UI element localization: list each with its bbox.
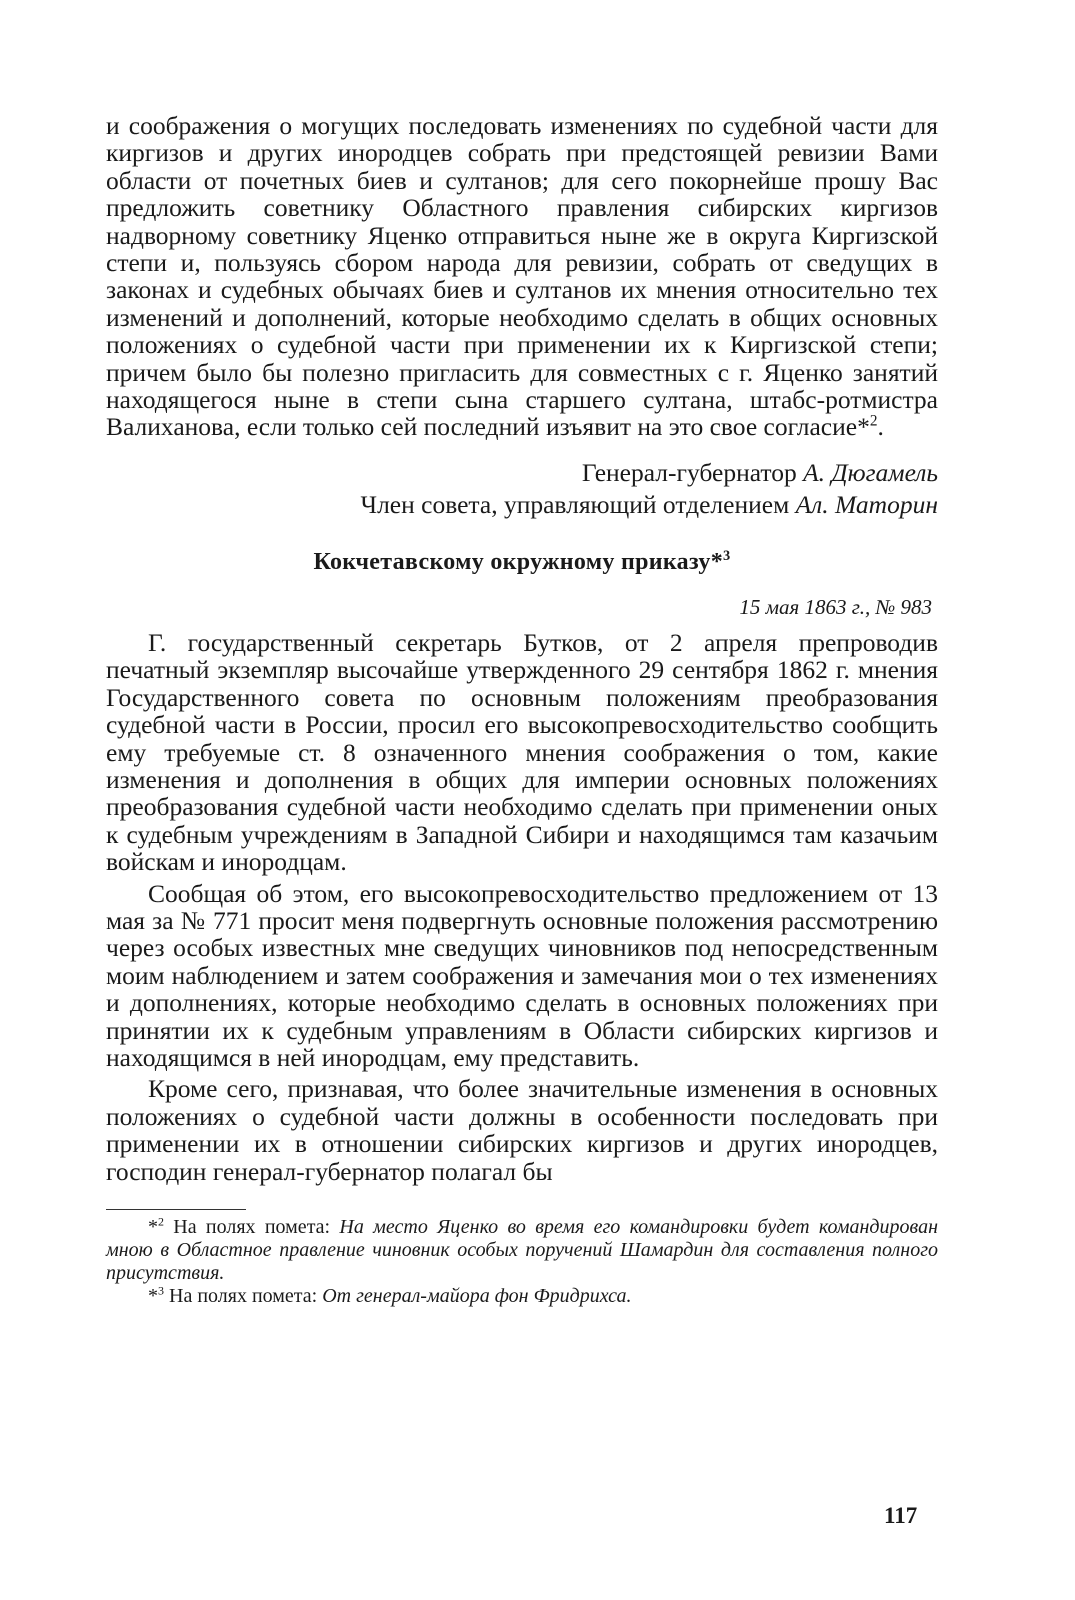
- footnote-1: [106, 1216, 938, 1285]
- signature-title: Член совета, управляющий отделением: [360, 489, 796, 519]
- signature-governor: [106, 457, 938, 489]
- signature-title: Генерал-губернатор: [581, 457, 804, 487]
- footnote-ref: 2: [869, 412, 878, 430]
- signature-name: Ал. Маторин: [795, 489, 938, 519]
- footnote-lead: На полях помета:: [164, 1285, 323, 1307]
- paragraph-continuation: [106, 112, 938, 441]
- footnote-mark: *: [148, 1216, 158, 1238]
- footnote-2: [106, 1285, 938, 1308]
- signature-name: А. Дюгамель: [803, 457, 938, 487]
- footnote-lead: На полях помета:: [164, 1216, 340, 1238]
- footnote-number: 2: [158, 1214, 164, 1229]
- footnote-divider: [106, 1209, 246, 1210]
- document-date: 15 мая 1863 г., № 983: [739, 594, 932, 619]
- page-number: 117: [884, 1503, 918, 1528]
- footnote-mark: *: [148, 1285, 158, 1307]
- paragraph-body-2: Сообщая об этом, его высокопревосходительство предложением от 13 мая за № 771 просит меня подвергнуть основные положения рассмотрению через особых известных мне сведущих чиновников под непосредственным моим наблюдением и затем соображения и замечания мои о тех изменениях и дополнениях, которые необходимо сделать в основных положениях при принятии их к судебным управлениям в Области сибирских киргизов и находящимся в ней инородцам, ему представить.: [106, 878, 938, 1072]
- paragraph-text: и соображения о могущих последовать изменениях по судебной части для киргизов и других инородцев собрать при предстоящей ревизии Вами области от почетных биев и султанов; для сего покорнейше прошу Вас предложить советнику Областного правления сибирских киргизов надворному советнику Яценко отправиться ныне же в округа Киргизской степи и, пользуясь сбором народа для ревизии, собрать от сведущих в законах и судебных обычаях биев и султанов их мнения относительно тех изменений и дополнений, которые необходимо сделать в общих основных положениях о судебной части при применении их к Киргизской степи; причем было бы полезно пригласить для совместных с г. Яценко занятий находящегося ныне в степи сына старшего султана, штабс-ротмистра Валиханова, если только сей последний изъявит на это свое согласие*: [106, 111, 938, 442]
- paragraph-body-3: Кроме сего, признавая, что более значительные изменения в основных положениях о судебной части должны в особенности последовать при применении их в отношении сибирских киргизов и других инородцев, господин генерал-губернатор полагал бы: [106, 1074, 938, 1186]
- paragraph-body-1: Г. государственный секретарь Бутков, от 2 апреля препроводив печатный экземпляр высочайше утвержденного 29 сентября 1862 г. мнения Государственного совета по основным положениям преобразования судебной части в России, просил его высокопревосходительство сообщить ему требуемые ст. 8 означенного мнения соображения о том, какие изменения и дополнения в общих для империи основных положениях преобразования судебной части необходимо сделать при применении оных к судебным учреждениям в Западной Сибири и находящимся там казачьим войскам и инородцам.: [106, 627, 938, 877]
- paragraph-end: .: [877, 412, 884, 442]
- footnote-text: На место Яценко во время его командировки будет командирован мною в Областное правление чиновник особых поручений Шамардин для составления полного присутствия.: [106, 1216, 938, 1284]
- document-heading: [106, 547, 938, 577]
- footnote-text: От генерал-майора фон Фридрихса.: [322, 1285, 632, 1307]
- heading-text: Кокчетавскому окружному приказу*: [313, 548, 724, 575]
- signature-council-member: [106, 489, 938, 521]
- footnote-ref: 3: [723, 547, 731, 564]
- footnote-number: 3: [158, 1283, 164, 1298]
- document-page: [106, 112, 938, 1308]
